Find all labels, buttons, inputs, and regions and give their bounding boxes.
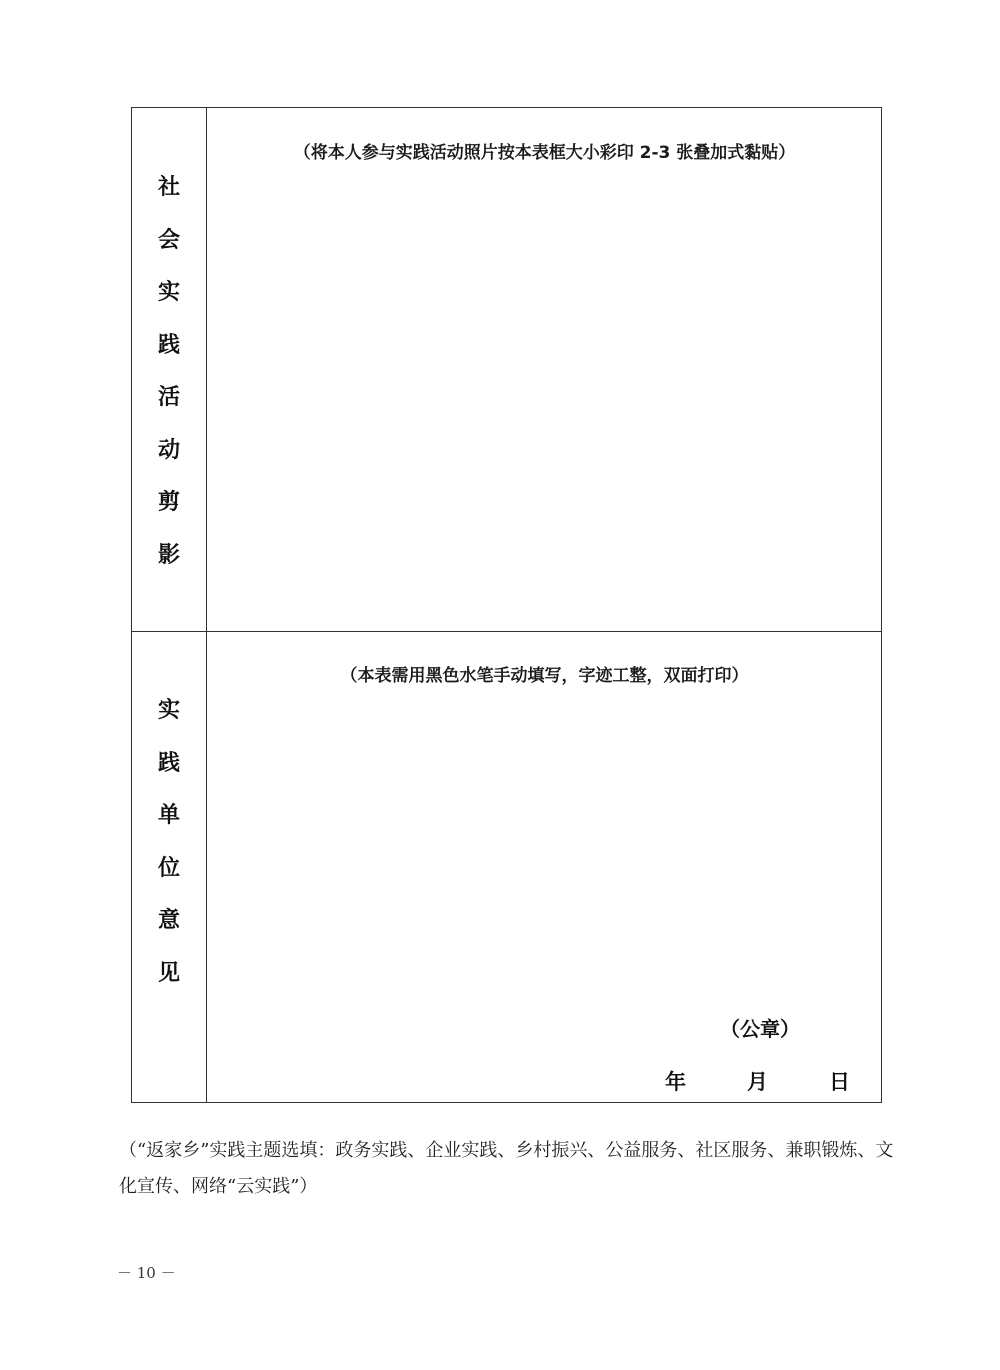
date-day-label: 日 [829,1070,850,1094]
label-char: 社 [157,175,180,200]
label-char: 会 [157,227,180,253]
page-number: － 10 － [117,1264,176,1282]
date-year-label: 年 [665,1070,686,1094]
label-char: 位 [157,855,180,881]
label-char: 实 [157,698,180,723]
label-char: 单 [157,803,180,828]
label-char: 践 [157,332,180,358]
row-divider [132,631,881,632]
label-char: 活 [157,385,180,410]
practice-form-table [131,107,882,1103]
practice-unit-opinion-label [132,685,206,1000]
label-char: 实 [157,280,180,305]
column-divider [206,108,207,1102]
label-char: 意 [157,908,180,933]
label-char: 剪 [157,490,180,515]
label-char: 见 [157,960,180,986]
official-seal-label: （公章） [720,1017,800,1041]
practice-theme-footnote: （“返家乡”实践主题选填：政务实践、企业实践、乡村振兴、公益服务、社区服务、兼职锻炼、文化宣传、网络“云实践”） [119,1140,894,1197]
date-month-label: 月 [747,1070,768,1094]
fill-in-instructions: （本表需用黑色水笔手动填写，字迹工整，双面打印） [340,666,749,686]
label-char: 践 [157,750,180,776]
label-char: 动 [157,437,180,463]
social-practice-photos-label [132,162,206,582]
photo-paste-instructions: （将本人参与实践活动照片按本表框大小彩印 2-3 张叠加式黏贴） [293,143,796,163]
label-char: 影 [157,542,180,568]
